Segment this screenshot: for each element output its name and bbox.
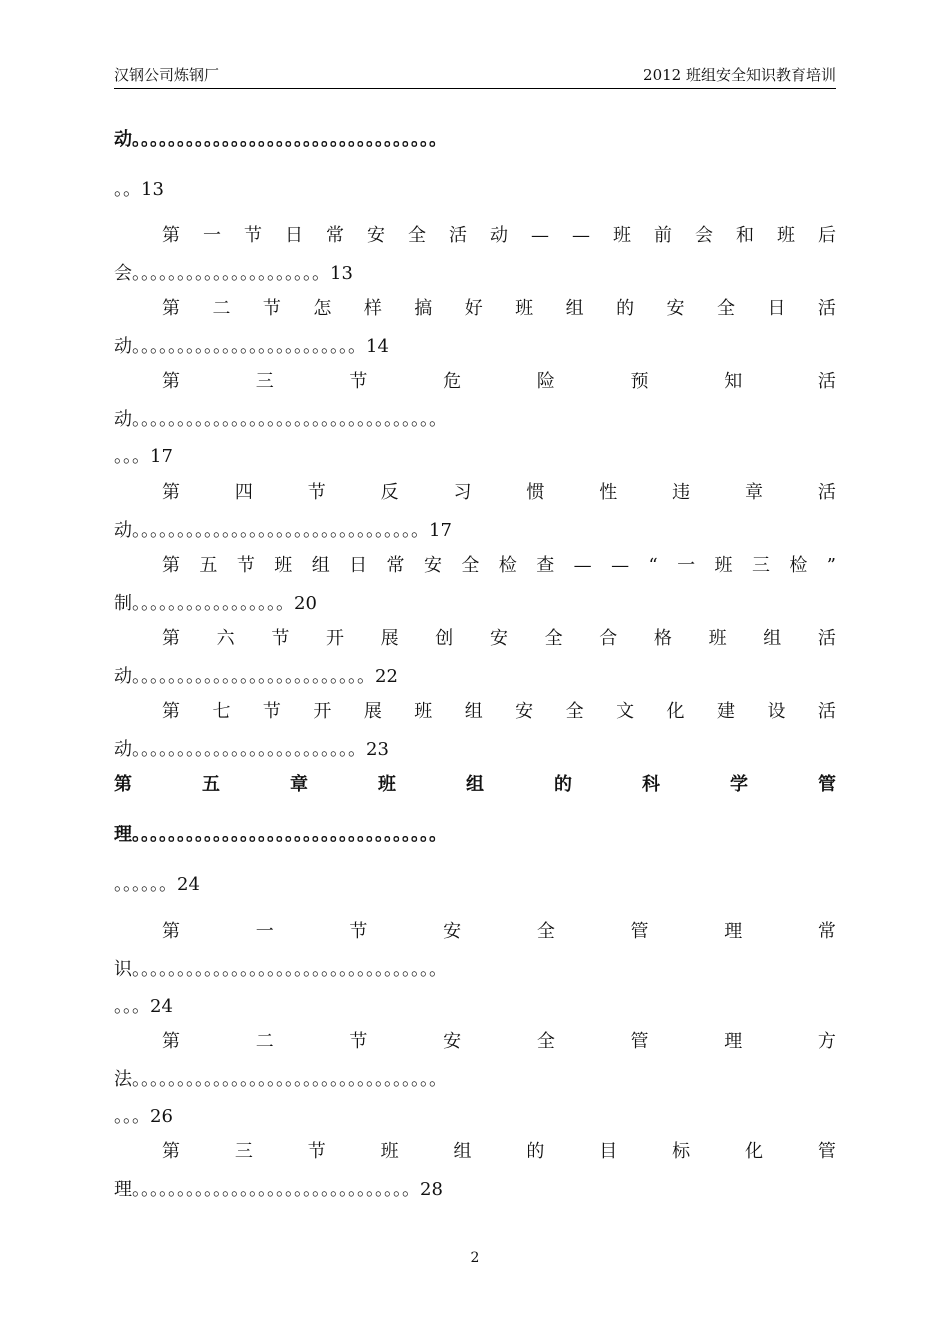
heading-char: 一 [203,225,221,246]
heading-char: 反 [380,482,399,503]
heading-char: 方 [817,1031,836,1052]
heading-char: 节 [262,701,281,722]
heading-char: 活 [817,371,836,392]
heading-char: 二 [212,298,231,319]
heading-char: 全 [536,921,555,942]
header-rule [114,88,836,89]
heading-char: 安 [423,555,442,576]
heading-char: 七 [212,701,231,722]
page-number: 2 [470,1250,480,1266]
toc-line: 。。。。。。24 [114,874,200,895]
heading-char: 安 [666,298,685,319]
heading-char: 的 [526,1141,545,1162]
heading-char: — [573,555,592,576]
heading-char: 章 [745,482,763,503]
toc-line: 动。。。。。。。。。。。。。。。。。。。。。。。。。。。。。。。。。。 [114,409,447,430]
toc-line: 。。。17 [114,446,173,467]
toc-line: 动。。。。。。。。。。。。。。。。。。。。。。。。。14 [114,336,389,357]
heading-char: 组 [466,774,484,795]
heading-char: 第 [114,774,132,795]
heading-char: 预 [630,371,649,392]
heading-char: 班 [274,555,293,576]
heading-char: 安 [443,1031,462,1052]
toc-heading-line [162,627,836,651]
heading-char: 三 [751,555,770,576]
heading-char: 节 [349,1031,368,1052]
heading-char: 安 [443,921,462,942]
heading-char: 活 [817,482,836,503]
heading-char: 第 [162,1141,180,1162]
heading-char: 五 [199,555,218,576]
heading-char: 组 [464,701,483,722]
toc-heading-line [162,1030,836,1054]
heading-char: 全 [461,555,480,576]
heading-char: 第 [162,482,180,503]
heading-char: 惯 [526,482,545,503]
heading-char: 理 [724,921,743,942]
heading-char: 开 [325,628,344,649]
toc-heading-line [162,297,836,321]
heading-char: 好 [464,298,483,319]
heading-char: “ [648,555,658,576]
heading-char: 学 [730,774,748,795]
toc-line: 法。。。。。。。。。。。。。。。。。。。。。。。。。。。。。。。。。。 [114,1069,447,1090]
heading-char: 二 [255,1031,274,1052]
heading-char: 班 [380,1141,399,1162]
toc-heading-line [162,481,836,505]
heading-char: 三 [255,371,274,392]
heading-char: 组 [565,298,584,319]
heading-char: 活 [817,628,836,649]
heading-char: 常 [326,225,344,246]
heading-char: 节 [271,628,290,649]
heading-char: 前 [654,225,672,246]
heading-char: 班 [613,225,631,246]
heading-char: 章 [290,774,308,795]
heading-char: 节 [236,555,255,576]
heading-char: 常 [817,921,836,942]
toc-line: 。。。26 [114,1106,173,1127]
toc-heading-line [162,700,836,724]
toc-line: 制。。。。。。。。。。。。。。。。。20 [114,593,317,614]
heading-char: 管 [630,921,649,942]
heading-char: 开 [313,701,332,722]
heading-char: 节 [349,921,368,942]
heading-char: 日 [285,225,303,246]
heading-char: 组 [311,555,330,576]
heading-char: 节 [349,371,368,392]
heading-char: 组 [763,628,782,649]
heading-char: 管 [817,1141,836,1162]
heading-char: 科 [642,774,660,795]
heading-char: 班 [777,225,795,246]
heading-char: 格 [653,628,672,649]
heading-char: 一 [255,921,274,942]
heading-char: 化 [745,1141,763,1162]
heading-char: — [531,225,549,246]
toc-line: 动。。。。。。。。。。。。。。。。。。。。。。。。。。。。。。。。。。 [114,129,447,150]
heading-char: 的 [554,774,572,795]
heading-char: 违 [672,482,691,503]
heading-char: 五 [202,774,220,795]
heading-char: 六 [216,628,235,649]
heading-char: 会 [695,225,713,246]
heading-char: 标 [672,1141,691,1162]
heading-char: 三 [234,1141,253,1162]
heading-char: 样 [363,298,382,319]
heading-char: — [572,225,590,246]
heading-char: 管 [630,1031,649,1052]
toc-heading-line [162,1140,836,1164]
heading-char: 危 [443,371,462,392]
heading-char: 日 [767,298,786,319]
heading-char: 班 [414,701,433,722]
heading-char: 展 [363,701,382,722]
heading-char: 常 [386,555,405,576]
heading-char: 日 [349,555,368,576]
heading-char: 班 [515,298,534,319]
heading-char: 第 [162,555,180,576]
heading-char: 活 [817,701,836,722]
heading-char: 创 [435,628,454,649]
heading-char: 建 [716,701,735,722]
heading-char: 检 [498,555,517,576]
heading-char: 组 [453,1141,472,1162]
heading-char: 一 [677,555,696,576]
heading-char: 第 [162,371,180,392]
toc-heading-line [162,554,836,578]
heading-char: 节 [244,225,262,246]
heading-char: 的 [616,298,635,319]
heading-char: 习 [453,482,472,503]
heading-char: 文 [616,701,635,722]
toc-line: 动。。。。。。。。。。。。。。。。。。。。。。。。。。。。。。。。17 [114,520,452,541]
heading-char: 第 [162,628,180,649]
toc-line: 动。。。。。。。。。。。。。。。。。。。。。。。。。。22 [114,666,398,687]
heading-char: 检 [789,555,808,576]
heading-char: 目 [599,1141,618,1162]
heading-char: 全 [408,225,426,246]
heading-char: 节 [307,482,326,503]
heading-char: 知 [724,371,743,392]
heading-char: 安 [367,225,385,246]
toc-heading-line [162,920,836,944]
toc-heading-line [162,224,836,248]
heading-char: ” [826,555,836,576]
heading-char: 查 [536,555,555,576]
toc-line: 动。。。。。。。。。。。。。。。。。。。。。。。。。23 [114,739,389,760]
heading-char: 第 [162,225,180,246]
heading-char: 节 [262,298,281,319]
heading-char: — [611,555,630,576]
heading-char: 怎 [313,298,332,319]
toc-line: 识。。。。。。。。。。。。。。。。。。。。。。。。。。。。。。。。。。 [114,959,447,980]
heading-char: 化 [666,701,685,722]
heading-char: 全 [565,701,584,722]
heading-char: 管 [818,774,836,795]
heading-char: 第 [162,701,180,722]
heading-char: 全 [544,628,563,649]
toc-line: 。。13 [114,179,164,200]
heading-char: 活 [817,298,836,319]
heading-char: 和 [736,225,754,246]
heading-char: 理 [724,1031,743,1052]
toc-line: 。。。24 [114,996,173,1017]
heading-char: 活 [449,225,467,246]
heading-char: 险 [536,371,555,392]
toc-chapter-line [114,773,836,797]
heading-char: 第 [162,298,180,319]
heading-char: 设 [767,701,786,722]
heading-char: 全 [716,298,735,319]
heading-char: 第 [162,921,180,942]
header-left-text: 汉钢公司炼钢厂 [114,66,220,84]
heading-char: 节 [307,1141,326,1162]
header-right-text: 2012 班组安全知识教育培训 [643,66,836,84]
heading-char: 性 [599,482,618,503]
heading-char: 四 [234,482,253,503]
heading-char: 搞 [414,298,433,319]
toc-heading-line [162,370,836,394]
heading-char: 后 [818,225,836,246]
heading-char: 安 [515,701,534,722]
heading-char: 班 [708,628,727,649]
heading-char: 合 [599,628,618,649]
heading-char: 班 [714,555,733,576]
heading-char: 全 [536,1031,555,1052]
toc-line: 理。。。。。。。。。。。。。。。。。。。。。。。。。。。。。。。28 [114,1179,443,1200]
heading-char: 安 [489,628,508,649]
heading-char: 动 [490,225,508,246]
heading-char: 展 [380,628,399,649]
toc-line: 会。。。。。。。。。。。。。。。。。。。。。13 [114,263,353,284]
heading-char: 第 [162,1031,180,1052]
toc-line: 理。。。。。。。。。。。。。。。。。。。。。。。。。。。。。。。。。。 [114,824,447,845]
heading-char: 班 [378,774,396,795]
